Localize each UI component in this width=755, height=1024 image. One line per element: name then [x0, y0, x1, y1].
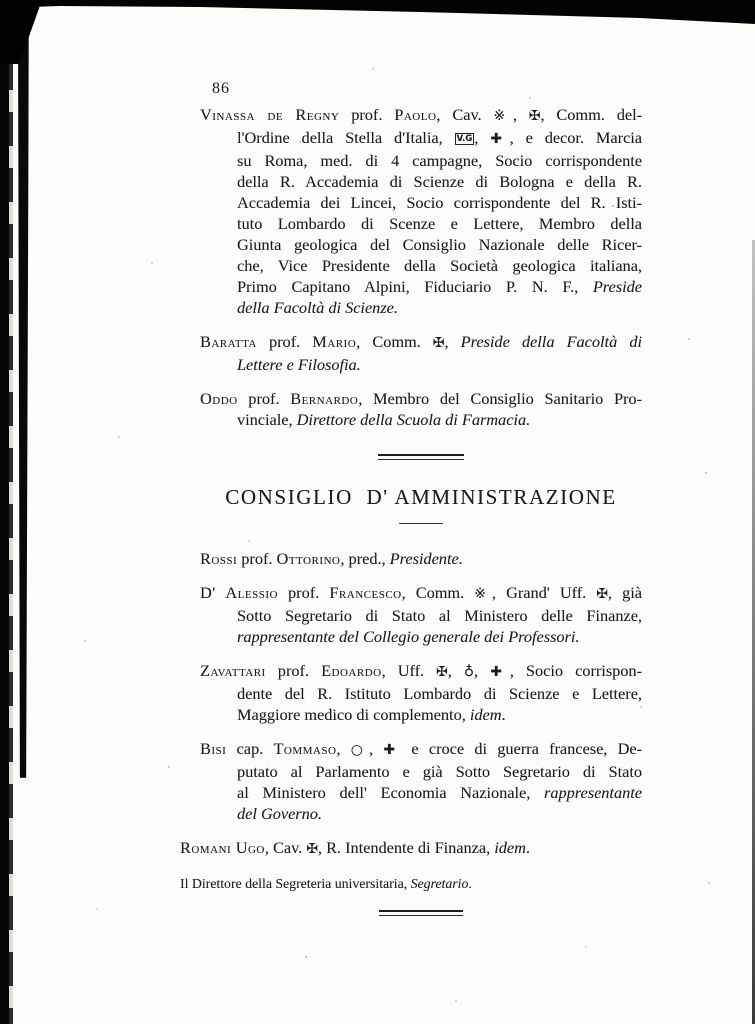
text-segment: Maggiore medico di complemento,	[237, 705, 470, 724]
text-segment: Francesco	[329, 583, 402, 602]
greek-cross-medal-icon: ✚	[383, 742, 402, 758]
starburst-medal-icon: ※	[474, 586, 492, 602]
paragraph	[200, 548, 642, 569]
boxed-vg-medal: V.G	[456, 134, 473, 144]
text-line	[237, 297, 642, 318]
scan-corner-blob	[0, 0, 42, 64]
text-line	[237, 782, 642, 803]
maltese-cross-medal-icon: ✠	[596, 586, 608, 602]
text-segment: l'Ordine della Stella d'Italia,	[237, 128, 455, 147]
text-segment: vinciale,	[237, 410, 297, 429]
text-line	[237, 150, 642, 171]
text-line	[237, 683, 642, 704]
text-segment: del Governo.	[237, 804, 322, 823]
text-segment: prof.	[277, 583, 330, 602]
text-segment: ,	[369, 739, 384, 758]
page-number: 86	[212, 80, 230, 97]
text-segment: , Membro del Consiglio Sanitario Pro-	[358, 389, 642, 408]
text-segment: Oddo	[200, 389, 238, 408]
text-segment: della R. Accademia di Scienze di Bologna e della R.	[237, 172, 642, 191]
text-segment: Rossi	[200, 549, 238, 568]
text-segment: Zavattari	[200, 661, 266, 680]
text-line	[237, 803, 642, 824]
text-segment: , Comm.	[401, 583, 475, 602]
text-segment: Presidente.	[389, 549, 463, 568]
text-segment: , Grand' Uff.	[491, 583, 597, 602]
text-segment: Bernardo	[290, 389, 359, 408]
paragraph	[200, 388, 642, 430]
maltese-cross-medal-icon: ✠	[528, 108, 541, 124]
text-line	[200, 738, 642, 761]
text-line	[237, 605, 642, 626]
text-segment: Edoardo	[321, 661, 382, 680]
text-segment: ,	[336, 739, 351, 758]
scan-top-edge-shadow	[0, 0, 755, 26]
text-segment: Primo Capitano Alpini, Fiduciario P. N. F.,	[237, 277, 593, 296]
text-segment: prof.	[265, 661, 322, 680]
text-segment: e croce di guerra francese, De-	[401, 739, 643, 758]
section-heading: CONSIGLIO D' AMMINISTRAZIONE	[225, 485, 617, 509]
text-segment: idem	[469, 705, 502, 724]
text-line	[237, 255, 642, 276]
greek-cross-medal-icon: ✚	[490, 664, 510, 680]
text-line	[237, 761, 642, 782]
text-segment: ,	[447, 661, 464, 680]
text-segment: , Comm.	[356, 332, 433, 351]
text-segment: D' Alessio	[200, 583, 278, 602]
paragraph	[200, 104, 642, 318]
text-segment: Bisi	[200, 739, 227, 758]
orb-cross-medal-icon: ♁	[463, 664, 475, 680]
text-segment: Sotto Segretario di Stato al Ministero delle Finanze,	[237, 606, 642, 625]
text-line	[200, 104, 642, 127]
text-segment: , e decor. Marcia	[509, 128, 643, 147]
text-segment: dente del R. Istituto Lombardo di Scienze e Lettere,	[237, 684, 642, 703]
starburst-medal-icon: ※	[493, 108, 513, 124]
text-segment: .	[501, 705, 506, 724]
text-segment: ,	[474, 128, 491, 147]
text-segment: , Uff.	[381, 661, 437, 680]
text-segment: Romani Ugo	[180, 838, 265, 857]
section-council-entries	[180, 548, 643, 894]
paragraph	[200, 660, 642, 725]
text-line	[237, 192, 642, 213]
text-line	[200, 548, 642, 569]
text-segment: prof.	[339, 105, 395, 124]
paragraph	[180, 837, 642, 860]
text-segment: Paolo	[394, 105, 437, 124]
section-faculty-entries	[200, 104, 642, 430]
text-line	[200, 388, 642, 409]
text-line	[237, 409, 642, 430]
circle-medal-icon: ○	[350, 742, 370, 758]
text-segment: cap.	[226, 739, 274, 758]
text-segment: Tommaso	[273, 739, 337, 758]
text-segment: Giunta geologica del Consiglio Nazionale delle Ricer-	[237, 235, 642, 254]
text-segment: rappresentante	[544, 783, 642, 802]
text-segment: , già	[607, 583, 642, 602]
text-segment: .	[468, 876, 472, 891]
text-segment: ,	[444, 332, 461, 351]
text-line	[180, 837, 642, 860]
paragraph	[200, 738, 642, 824]
text-line	[180, 873, 642, 894]
text-line	[237, 213, 642, 234]
text-segment: che, Vice Presidente della Società geologica italiana,	[237, 256, 642, 275]
text-segment: ,	[474, 661, 491, 680]
text-segment: rappresentante del Collegio generale dei Professori.	[237, 627, 580, 646]
text-segment: Mario	[312, 332, 357, 351]
text-segment: al Ministero dell' Economia Nazionale,	[237, 783, 545, 802]
text-segment: Segretario	[410, 876, 469, 891]
text-segment: , Cav.	[264, 838, 307, 857]
text-segment: Preside	[592, 277, 642, 296]
text-segment: , Cav.	[436, 105, 494, 124]
paragraph	[180, 873, 642, 894]
text-segment: , Socio corrispon-	[509, 661, 642, 680]
scan-binding-bar	[16, 0, 29, 778]
text-line	[237, 626, 642, 647]
text-segment: prof.	[256, 332, 313, 351]
text-line	[200, 582, 642, 605]
scan-gutter-shadow-patches	[8, 0, 13, 1024]
text-segment: Baratta	[200, 332, 257, 351]
text-segment: Preside della Facoltà di	[460, 332, 642, 351]
text-line	[200, 660, 642, 683]
end-of-section-rule	[379, 910, 463, 916]
text-segment: Il Direttore della Segreteria universitaria,	[180, 876, 411, 891]
text-segment: Ottorino	[276, 549, 341, 568]
greek-cross-medal-icon: ✚	[490, 131, 510, 147]
text-segment: Accademia dei Lincei, Socio corrispondente del R. Isti-	[237, 193, 642, 212]
heading-underline-rule	[399, 523, 443, 524]
text-segment: tuto Lombardo di Scenze e Lettere, Membro della	[237, 214, 642, 233]
text-segment: della Facoltà di Scienze.	[237, 298, 398, 317]
text-segment: , R. Intendente di Finanza,	[317, 838, 495, 857]
text-segment: , Comm. del-	[540, 105, 643, 124]
text-segment: .	[525, 838, 530, 857]
text-segment: su Roma, med. di 4 campagne, Socio corrispondente	[237, 151, 642, 170]
text-segment: prof.	[237, 549, 277, 568]
text-line	[237, 171, 642, 192]
paragraph	[200, 582, 642, 647]
text-segment: prof.	[237, 389, 291, 408]
text-segment: ,	[512, 105, 529, 124]
text-column	[180, 104, 643, 916]
text-line	[237, 234, 642, 255]
maltese-cross-medal-icon: ✠	[436, 664, 448, 680]
text-segment: idem	[494, 838, 526, 857]
text-line	[237, 704, 642, 725]
text-segment: , pred.,	[340, 549, 390, 568]
section-divider-rule	[378, 454, 464, 460]
text-line	[237, 354, 642, 375]
text-segment: Lettere e Filosofia.	[237, 355, 361, 374]
paragraph	[200, 331, 642, 375]
text-segment: Direttore della Scuola di Farmacia.	[296, 410, 531, 429]
text-segment: putato al Parlamento e già Sotto Segretario di Stato	[237, 762, 642, 781]
maltese-cross-medal-icon: ✠	[306, 841, 318, 857]
text-line	[237, 276, 642, 297]
text-segment: Vinassa de Regny	[200, 105, 340, 124]
text-line	[200, 331, 642, 354]
maltese-cross-medal-icon: ✠	[432, 335, 445, 351]
text-line	[237, 127, 642, 150]
